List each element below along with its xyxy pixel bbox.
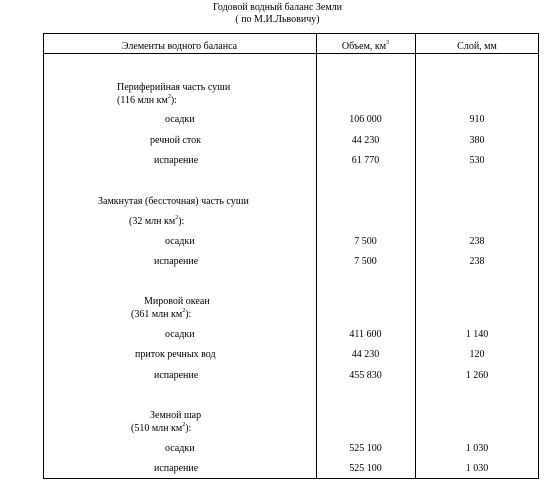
row-layer: 1 030 <box>465 463 489 474</box>
row-volume: 7 500 <box>354 256 377 267</box>
row-layer: 120 <box>469 349 485 360</box>
row-label: речной сток <box>150 135 201 146</box>
section-area: (361 млн $км^2$): <box>131 308 192 320</box>
section-title: Мировой океан <box>144 296 210 307</box>
row-layer: 910 <box>469 114 485 125</box>
row-label: осадки <box>165 443 195 454</box>
row-layer: 530 <box>469 155 485 166</box>
document-title: Годовой водный баланс Земли <box>212 2 343 13</box>
row-layer: 1 260 <box>465 370 489 381</box>
row-label: испарение <box>154 155 199 166</box>
header-volume: Объем, $км^3$ <box>341 40 390 52</box>
section-area: (32 млн $км^2$): <box>129 215 185 227</box>
row-label: осадки <box>165 329 195 340</box>
row-volume: 61 770 <box>351 155 380 166</box>
section-title: Периферийная часть суши <box>117 82 231 93</box>
row-label: приток речных вод <box>135 349 216 360</box>
row-layer: 1 030 <box>465 443 489 454</box>
row-label: испарение <box>154 370 199 381</box>
section-area: (510 млн $км^2$): <box>131 422 192 434</box>
row-label: испарение <box>154 463 199 474</box>
row-label: осадки <box>165 114 195 125</box>
row-layer: 238 <box>469 236 485 247</box>
header-divider <box>43 53 539 54</box>
header-elements: Элементы водного баланса <box>121 41 238 52</box>
row-volume: 455 830 <box>349 370 382 381</box>
row-volume: 525 100 <box>349 443 382 454</box>
row-volume: 106 000 <box>349 114 382 125</box>
section-title: Замкнутая (бессточная) часть суши <box>98 196 249 207</box>
row-volume: 411 600 <box>349 329 382 340</box>
row-volume: 44 230 <box>351 135 380 146</box>
document-subtitle: ( по М.И.Львовичу) <box>235 14 320 25</box>
header-layer: Слой, мм <box>457 41 497 52</box>
row-layer: 1 140 <box>465 329 489 340</box>
row-volume: 7 500 <box>354 236 377 247</box>
row-label: испарение <box>154 256 199 267</box>
row-volume: 525 100 <box>349 463 382 474</box>
row-layer: 380 <box>469 135 485 146</box>
row-label: осадки <box>165 236 195 247</box>
row-volume: 44 230 <box>351 349 380 360</box>
row-layer: 238 <box>469 256 485 267</box>
section-area: (116 млн $км^2$): <box>117 94 177 106</box>
section-title: Земной шар <box>150 410 202 421</box>
